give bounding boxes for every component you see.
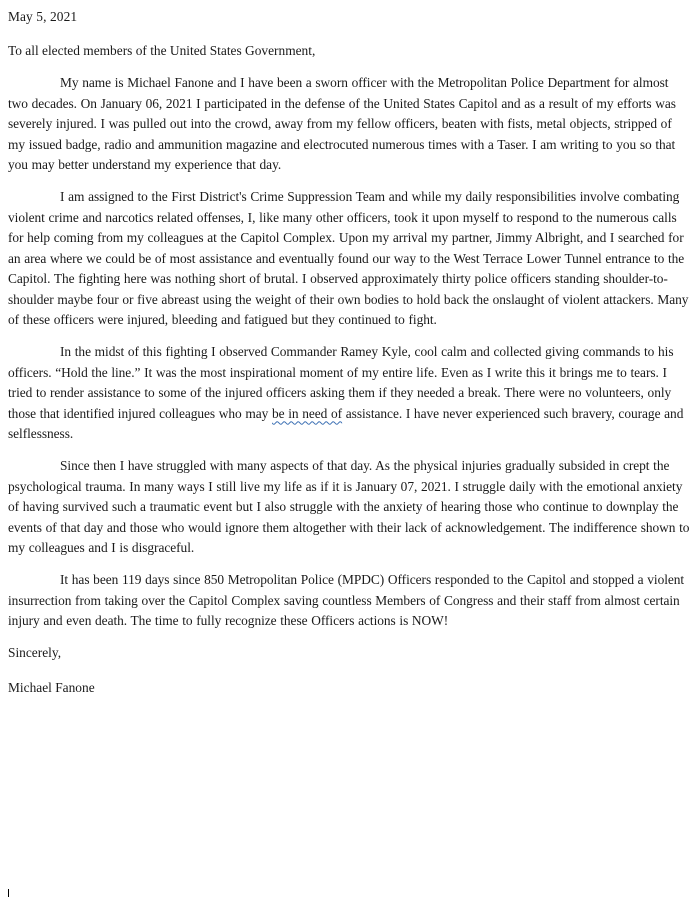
- letter-signature: Michael Fanone: [8, 679, 95, 695]
- paragraph-3: [8, 342, 692, 445]
- paragraph-2: I am assigned to the First District's Crime Suppression Team and while my daily responsibilities involve combating violent crime and narcotics related offenses, I, like many other officers, took it upon myself to respond to the numerous calls for help coming from my colleagues at the Capitol Complex. Upon my arrival my partner, Jimmy Albright, and I searched for an area where we could be of most assistance and eventually found our way to the West Terrace Lower Tunnel entrance to the Capitol. The fighting here was nothing short of brutal. I observed approximately thirty police officers standing shoulder-to-shoulder maybe four or five abreast using the weight of their own bodies to hold back the onslaught of violent attackers. Many of these officers were injured, bleeding and fatigued but they continued to fight.: [8, 189, 689, 327]
- paragraph-3-text-end: assistance. I have never experienced such bravery, courage and selflessness.: [8, 405, 684, 441]
- paragraph-1: My name is Michael Fanone and I have been a sworn officer with the Metropolitan Police Department for almost two decades. On January 06, 2021 I participated in the defense of the United States Capitol and as a result of my efforts was severely injured. I was pulled out into the crowd, away from my fellow officers, beaten with fists, metal objects, stripped of my issued badge, radio and ammunition magazine and electrocuted numerous times with a Taser. I am writing to you so that you may better understand my experience that day.: [8, 75, 676, 172]
- paragraph-3-text-start: In the midst of this fighting I observed Commander Ramey Kyle, cool calm and collected giving commands to his officers. “Hold the line.” It was the most inspirational moment of my entire life. Even as I write this it brings me to tears. I tried to render assistance to some of the injured officers asking them if they needed a break. There were no volunteers, only those that identified injured colleagues who may: [8, 344, 674, 421]
- grammar-flagged-phrase[interactable]: be in need of: [272, 405, 343, 421]
- letter-document: [8, 7, 692, 698]
- letter-closing: Sincerely,: [8, 645, 62, 660]
- paragraph-5: It has been 119 days since 850 Metropolitan Police (MPDC) Officers responded to the Capitol and stopped a violent insurrection from taking over the Capitol Complex saving countless Members of Congress and their staff from almost certain injury and even death. The time to fully recognize these Officers actions is NOW!: [8, 572, 685, 628]
- letter-date: May 5, 2021: [8, 9, 78, 24]
- letter-salutation: To all elected members of the United States Government,: [8, 42, 316, 58]
- paragraph-4: Since then I have struggled with many aspects of that day. As the physical injuries gradually subsided in crept the psychological trauma. In many ways I still live my life as if it is January 07, 2021. I struggle daily with the emotional anxiety of having survived such a traumatic event but I also struggle with the anxiety of hearing those who continue to downplay the events of that day and those who would ignore them altogether with their lack of acknowledgement. The indifference shown to my colleagues and I is disgraceful.: [8, 458, 690, 555]
- text-cursor: [8, 889, 9, 897]
